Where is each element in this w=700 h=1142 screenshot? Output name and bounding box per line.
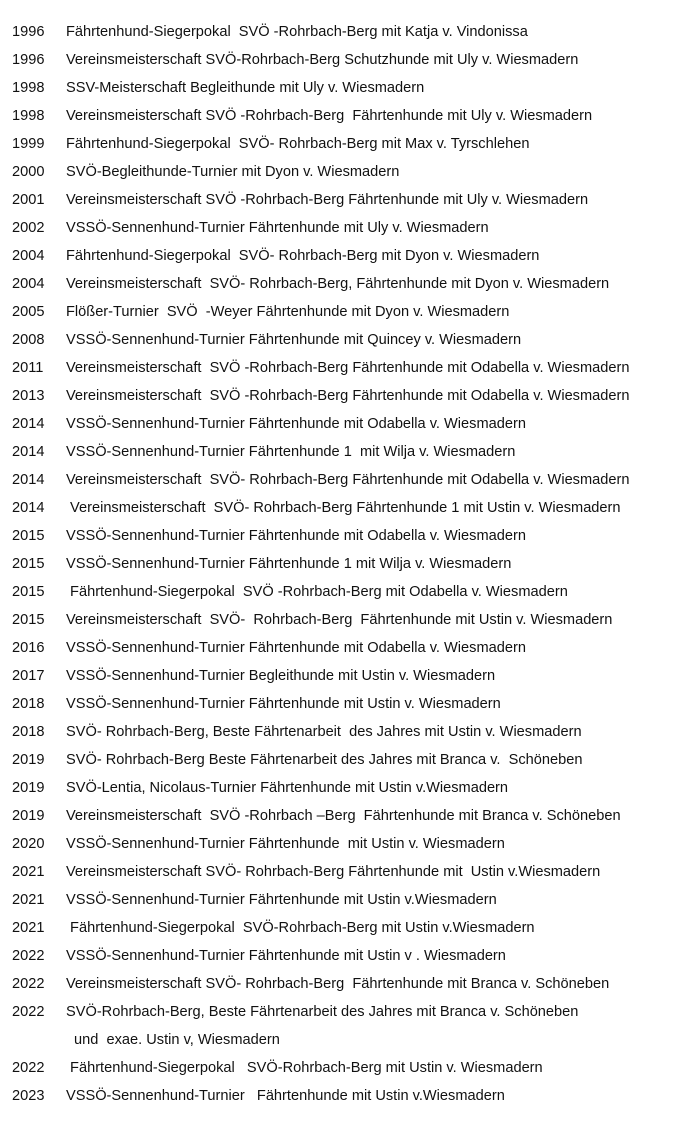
entry-text: VSSÖ-Sennenhund-Turnier Fährtenhunde mit Ustin v.Wiesmadern bbox=[66, 892, 497, 908]
entry-year: 2019 bbox=[12, 752, 45, 768]
list-item bbox=[0, 18, 700, 46]
list-item bbox=[0, 46, 700, 74]
list-item bbox=[0, 102, 700, 130]
entry-year: 2000 bbox=[12, 164, 45, 180]
entry-text: Vereinsmeisterschaft SVÖ -Rohrbach –Berg Fährtenhunde mit Branca v. Schöneben bbox=[66, 808, 621, 824]
list-item bbox=[0, 1082, 700, 1110]
entry-text: VSSÖ-Sennenhund-Turnier Fährtenhunde mit Quincey v. Wiesmadern bbox=[66, 332, 522, 348]
list-item bbox=[0, 634, 700, 662]
entry-text: Vereinsmeisterschaft SVÖ- Rohrbach-Berg Fährtenhunde mit Odabella v. Wiesmadern bbox=[66, 472, 630, 488]
entry-text: SVÖ-Begleithunde-Turnier mit Dyon v. Wiesmadern bbox=[66, 164, 400, 180]
list-item bbox=[0, 270, 700, 298]
list-item bbox=[0, 74, 700, 102]
entry-year: 2001 bbox=[12, 192, 45, 208]
entry-year: 2011 bbox=[12, 360, 44, 376]
list-item bbox=[0, 690, 700, 718]
entry-text: Fährtenhund-Siegerpokal SVÖ -Rohrbach-Berg mit Katja v. Vindonissa bbox=[66, 24, 528, 40]
entry-year: 1996 bbox=[12, 52, 45, 68]
entry-year: 2019 bbox=[12, 780, 45, 796]
list-item bbox=[0, 410, 700, 438]
entry-year: 2022 bbox=[12, 976, 45, 992]
entry-year: 2014 bbox=[12, 472, 45, 488]
entry-year: 2019 bbox=[12, 808, 45, 824]
list-item bbox=[0, 886, 700, 914]
list-item bbox=[0, 326, 700, 354]
list-item bbox=[0, 606, 700, 634]
entry-text: Vereinsmeisterschaft SVÖ- Rohrbach-Berg Fährtenhunde mit Branca v. Schöneben bbox=[66, 976, 610, 992]
entry-text: VSSÖ-Sennenhund-Turnier Begleithunde mit Ustin v. Wiesmadern bbox=[66, 668, 496, 684]
entry-year: 2014 bbox=[12, 444, 45, 460]
entry-year: 2015 bbox=[12, 556, 45, 572]
entry-text: VSSÖ-Sennenhund-Turnier Fährtenhunde mit Uly v. Wiesmadern bbox=[66, 220, 489, 236]
entry-text: Vereinsmeisterschaft SVÖ-Rohrbach-Berg Schutzhunde mit Uly v. Wiesmadern bbox=[66, 52, 579, 68]
list-item bbox=[0, 242, 700, 270]
list-item bbox=[0, 438, 700, 466]
entry-text: SVÖ-Lentia, Nicolaus-Turnier Fährtenhunde mit Ustin v.Wiesmadern bbox=[66, 780, 509, 796]
entry-year: 2022 bbox=[12, 1004, 45, 1020]
entry-text: Vereinsmeisterschaft SVÖ -Rohrbach-Berg Fährtenhunde mit Odabella v. Wiesmadern bbox=[66, 360, 630, 376]
entry-year: 2014 bbox=[12, 416, 45, 432]
list-item bbox=[0, 130, 700, 158]
list-item bbox=[0, 970, 700, 998]
entry-text: Fährtenhund-Siegerpokal SVÖ-Rohrbach-Berg mit Ustin v. Wiesmadern bbox=[66, 1060, 543, 1076]
list-item bbox=[0, 550, 700, 578]
entry-year: 2021 bbox=[12, 920, 45, 936]
list-item bbox=[0, 942, 700, 970]
list-item bbox=[0, 466, 700, 494]
list-item-continuation bbox=[0, 1026, 700, 1054]
entry-year: 2015 bbox=[12, 584, 45, 600]
entry-text: SVÖ-Rohrbach-Berg, Beste Fährtenarbeit des Jahres mit Branca v. Schöneben bbox=[66, 1004, 579, 1020]
entry-year: 2002 bbox=[12, 220, 45, 236]
entry-text: Vereinsmeisterschaft SVÖ- Rohrbach-Berg Fährtenhunde 1 mit Ustin v. Wiesmadern bbox=[66, 500, 621, 516]
list-item bbox=[0, 578, 700, 606]
entry-text: Fährtenhund-Siegerpokal SVÖ-Rohrbach-Berg mit Ustin v.Wiesmadern bbox=[66, 920, 535, 936]
list-item bbox=[0, 858, 700, 886]
entry-text: SVÖ- Rohrbach-Berg Beste Fährtenarbeit des Jahres mit Branca v. Schöneben bbox=[66, 752, 583, 768]
entry-year: 1996 bbox=[12, 24, 45, 40]
entry-year: 2015 bbox=[12, 612, 45, 628]
entry-text: Flößer-Turnier SVÖ -Weyer Fährtenhunde mit Dyon v. Wiesmadern bbox=[66, 304, 510, 320]
entry-text: Fährtenhund-Siegerpokal SVÖ -Rohrbach-Berg mit Odabella v. Wiesmadern bbox=[66, 584, 568, 600]
list-item bbox=[0, 802, 700, 830]
entry-text: VSSÖ-Sennenhund-Turnier Fährtenhunde mit Ustin v. Wiesmadern bbox=[66, 696, 501, 712]
list-item bbox=[0, 186, 700, 214]
entry-text: Fährtenhund-Siegerpokal SVÖ- Rohrbach-Berg mit Max v. Tyrschlehen bbox=[66, 136, 530, 152]
list-item bbox=[0, 214, 700, 242]
list-item bbox=[0, 830, 700, 858]
entry-text: VSSÖ-Sennenhund-Turnier Fährtenhunde 1 mit Wilja v. Wiesmadern bbox=[66, 444, 516, 460]
entry-year: 1998 bbox=[12, 80, 45, 96]
entry-year: 2017 bbox=[12, 668, 45, 684]
list-item bbox=[0, 718, 700, 746]
entry-year: 2022 bbox=[12, 948, 45, 964]
entry-year: 2013 bbox=[12, 388, 45, 404]
entry-text: und exae. Ustin v, Wiesmadern bbox=[70, 1032, 280, 1048]
entry-text: VSSÖ-Sennenhund-Turnier Fährtenhunde mit Ustin v. Wiesmadern bbox=[66, 836, 505, 852]
list-item bbox=[0, 494, 700, 522]
entry-year: 2016 bbox=[12, 640, 45, 656]
entry-year: 2004 bbox=[12, 276, 45, 292]
entry-text: VSSÖ-Sennenhund-Turnier Fährtenhunde mit Ustin v . Wiesmadern bbox=[66, 948, 506, 964]
entry-year: 2004 bbox=[12, 248, 45, 264]
list-item bbox=[0, 382, 700, 410]
entry-year: 2018 bbox=[12, 696, 45, 712]
entry-year: 1999 bbox=[12, 136, 45, 152]
list-item bbox=[0, 774, 700, 802]
entry-text: Vereinsmeisterschaft SVÖ -Rohrbach-Berg Fährtenhunde mit Uly v. Wiesmadern bbox=[66, 108, 593, 124]
entry-text: Vereinsmeisterschaft SVÖ -Rohrbach-Berg Fährtenhunde mit Uly v. Wiesmadern bbox=[66, 192, 589, 208]
entry-year: 2018 bbox=[12, 724, 45, 740]
entry-text: VSSÖ-Sennenhund-Turnier Fährtenhunde 1 mit Wilja v. Wiesmadern bbox=[66, 556, 512, 572]
list-item bbox=[0, 914, 700, 942]
entry-text: Vereinsmeisterschaft SVÖ- Rohrbach-Berg, Fährtenhunde mit Dyon v. Wiesmadern bbox=[66, 276, 610, 292]
entry-text: VSSÖ-Sennenhund-Turnier Fährtenhunde mit Ustin v.Wiesmadern bbox=[66, 1088, 505, 1104]
entry-year: 2021 bbox=[12, 864, 45, 880]
entry-year: 2020 bbox=[12, 836, 45, 852]
achievement-list bbox=[0, 18, 700, 1110]
entry-year: 2022 bbox=[12, 1060, 45, 1076]
entry-year: 2014 bbox=[12, 500, 45, 516]
entry-year: 2005 bbox=[12, 304, 45, 320]
entry-text: SSV-Meisterschaft Begleithunde mit Uly v. Wiesmadern bbox=[66, 80, 425, 96]
entry-year: 2021 bbox=[12, 892, 45, 908]
entry-year: 1998 bbox=[12, 108, 45, 124]
entry-year: 2015 bbox=[12, 528, 45, 544]
entry-text: VSSÖ-Sennenhund-Turnier Fährtenhunde mit Odabella v. Wiesmadern bbox=[66, 528, 526, 544]
entry-text: VSSÖ-Sennenhund-Turnier Fährtenhunde mit Odabella v. Wiesmadern bbox=[66, 640, 526, 656]
entry-year: 2008 bbox=[12, 332, 45, 348]
list-item bbox=[0, 298, 700, 326]
list-item bbox=[0, 746, 700, 774]
entry-text: SVÖ- Rohrbach-Berg, Beste Fährtenarbeit des Jahres mit Ustin v. Wiesmadern bbox=[66, 724, 582, 740]
list-item bbox=[0, 1054, 700, 1082]
entry-text: Vereinsmeisterschaft SVÖ- Rohrbach-Berg Fährtenhunde mit Ustin v. Wiesmadern bbox=[66, 612, 613, 628]
list-item bbox=[0, 998, 700, 1026]
list-item bbox=[0, 354, 700, 382]
list-item bbox=[0, 158, 700, 186]
entry-year: 2023 bbox=[12, 1088, 45, 1104]
list-item bbox=[0, 662, 700, 690]
entry-text: Vereinsmeisterschaft SVÖ- Rohrbach-Berg Fährtenhunde mit Ustin v.Wiesmadern bbox=[66, 864, 601, 880]
list-item bbox=[0, 522, 700, 550]
entry-text: Fährtenhund-Siegerpokal SVÖ- Rohrbach-Berg mit Dyon v. Wiesmadern bbox=[66, 248, 540, 264]
entry-text: Vereinsmeisterschaft SVÖ -Rohrbach-Berg Fährtenhunde mit Odabella v. Wiesmadern bbox=[66, 388, 630, 404]
entry-text: VSSÖ-Sennenhund-Turnier Fährtenhunde mit Odabella v. Wiesmadern bbox=[66, 416, 526, 432]
